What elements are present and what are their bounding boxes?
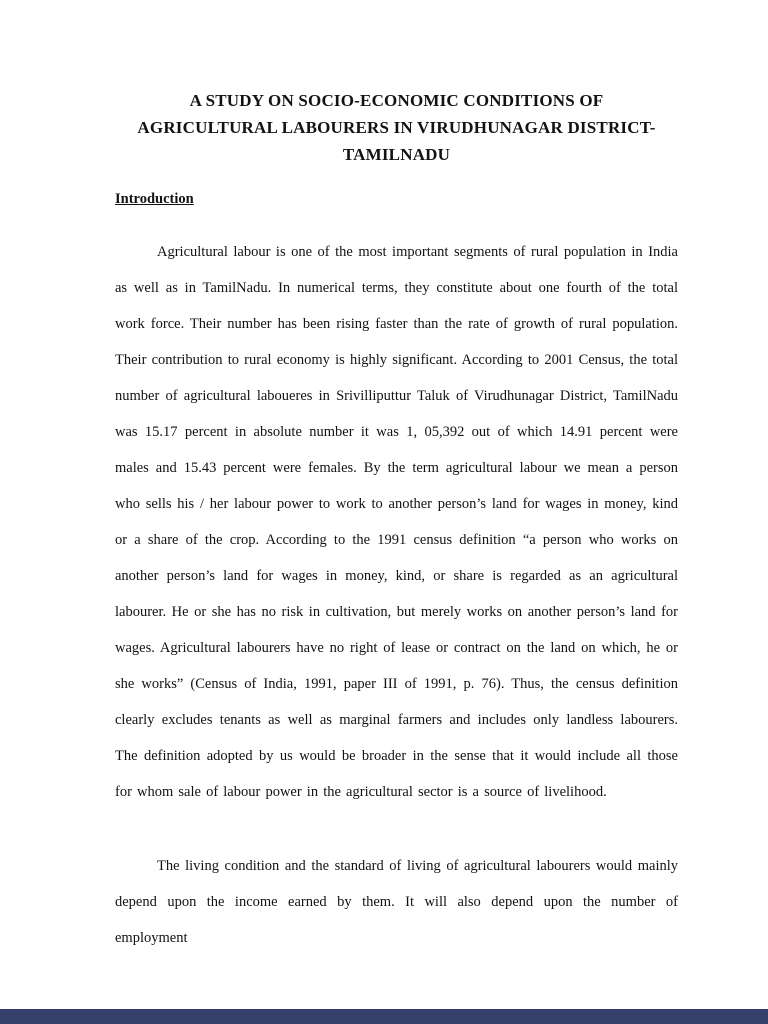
paragraph-2: The living condition and the standard of living of agricultural labourers would mainly depend upon the income earned by them. It will also depend upon the number of employment bbox=[115, 858, 678, 947]
section-heading-introduction: Introduction bbox=[115, 191, 194, 208]
document-title-line-3: TAMILNADU bbox=[342, 145, 451, 165]
document-content bbox=[115, 76, 678, 971]
viewer-footer-bar bbox=[0, 1009, 768, 1024]
document-title-line-2: AGRICULTURAL LABOURERS IN VIRUDHUNAGAR DISTRICT- bbox=[137, 118, 656, 138]
document-title-line-1: A STUDY ON SOCIO-ECONOMIC CONDITIONS OF bbox=[189, 91, 604, 111]
paragraph-1: Agricultural labour is one of the most important segments of rural population in India as well as in TamilNadu. In numerical terms, they constitute about one fourth of the total work force. Their number has been rising faster than the rate of growth of rural population. Their contribution to rural economy is highly significant. According to 2001 Census, the total number of agricultural laboueres in Srivilliputtur Taluk of Virudhunagar District, TamilNadu was 15.17 percent in absolute number it was 1, 05,392 out of which 14.91 percent were males and 15.43 percent were females. By the term agricultural labour we mean a person who sells his / her labour power to work to another person’s land for wages in money, kind or a share of the crop. According to the 1991 census definition “a person who works on another person’s land for wages in money, kind, or share is regarded as an agricultural labourer. He or she has no risk in cultivation, but merely works on another person’s land for wages. Agricultural labourers have no right of lease or contract on the land on which, he or she works” (Census of India, 1991, paper III of 1991, p. 76). Thus, the census definition clearly excludes tenants as well as marginal farmers and includes only landless labourers. The definition adopted by us would be broader in the sense that it would include all those for whom sale of labour power in the agricultural sector is a source of livelihood. bbox=[115, 244, 678, 801]
document-title bbox=[115, 87, 678, 168]
